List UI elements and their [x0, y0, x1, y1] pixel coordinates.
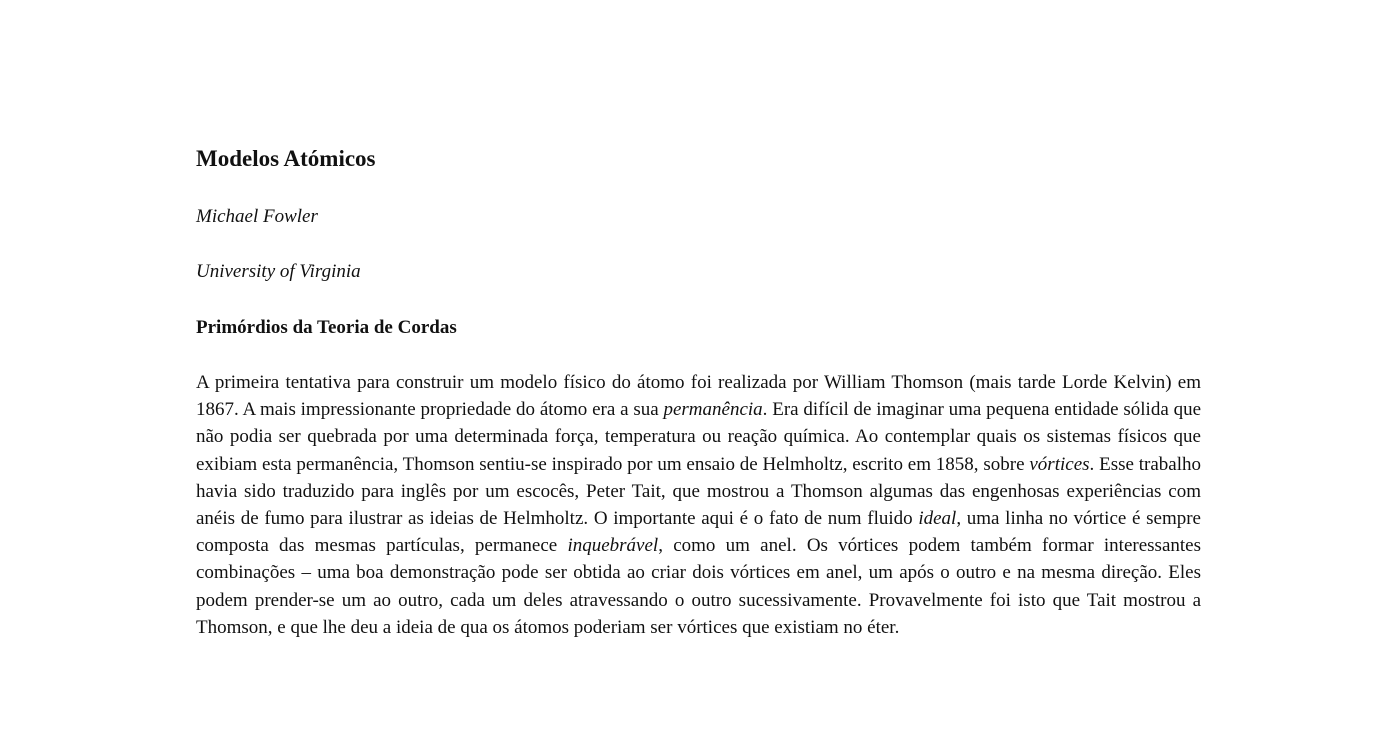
paragraph-text: , como um anel. Os vórtices podem também formar interessantes combinações – uma boa demonstração pode ser obtida ao criar dois vórtices em anel, um após o outro e na mesma direção. Eles podem prender-se um ao outro, cada um deles atravessando o outro sucessivamente. Provavelmente foi isto que Tait mostrou a Thomson, e que lhe deu a ideia de qua os átomos poderiam ser vórtices que existiam no éter. [196, 535, 1201, 638]
document-title: Modelos Atómicos [196, 146, 376, 171]
paragraph-text: A primeira tentativa para construir um modelo físico do átomo foi realizada por William Thomson (mais tarde Lorde Kelvin) em 1867. A mais impressionante propriedade do átomo era a sua [196, 372, 1201, 421]
section-heading: Primórdios da Teoria de Cordas [196, 317, 457, 338]
emphasis-term: vórtices [1029, 453, 1090, 475]
author-name: Michael Fowler [196, 206, 318, 227]
body-paragraph [196, 369, 1201, 641]
author-affiliation: University of Virginia [196, 261, 361, 282]
emphasis-term: inquebrável [567, 535, 659, 557]
paragraph-text: . Esse trabalho havia sido traduzido para inglês por um escocês, Peter Tait, que mostrou a Thomson algumas das engenhosas experiências com anéis de fumo para ilustrar as ideias de Helmholtz. O importante aqui é o fato de num fluido [196, 453, 1202, 530]
paragraph-text: , uma linha no vórtice é sempre composta das mesmas partículas, permanece [196, 508, 1201, 557]
paragraph-text: . Era difícil de imaginar uma pequena entidade sólida que não podia ser quebrada por uma determinada força, temperatura ou reação química. Ao contemplar quais os sistemas físicos que exibiam esta permanência, Thomson sentiu-se inspirado por um ensaio de Helmholtz, escrito em 1858, sobre [196, 399, 1202, 475]
emphasis-term: permanência [663, 399, 763, 421]
emphasis-term: ideal [918, 508, 957, 530]
